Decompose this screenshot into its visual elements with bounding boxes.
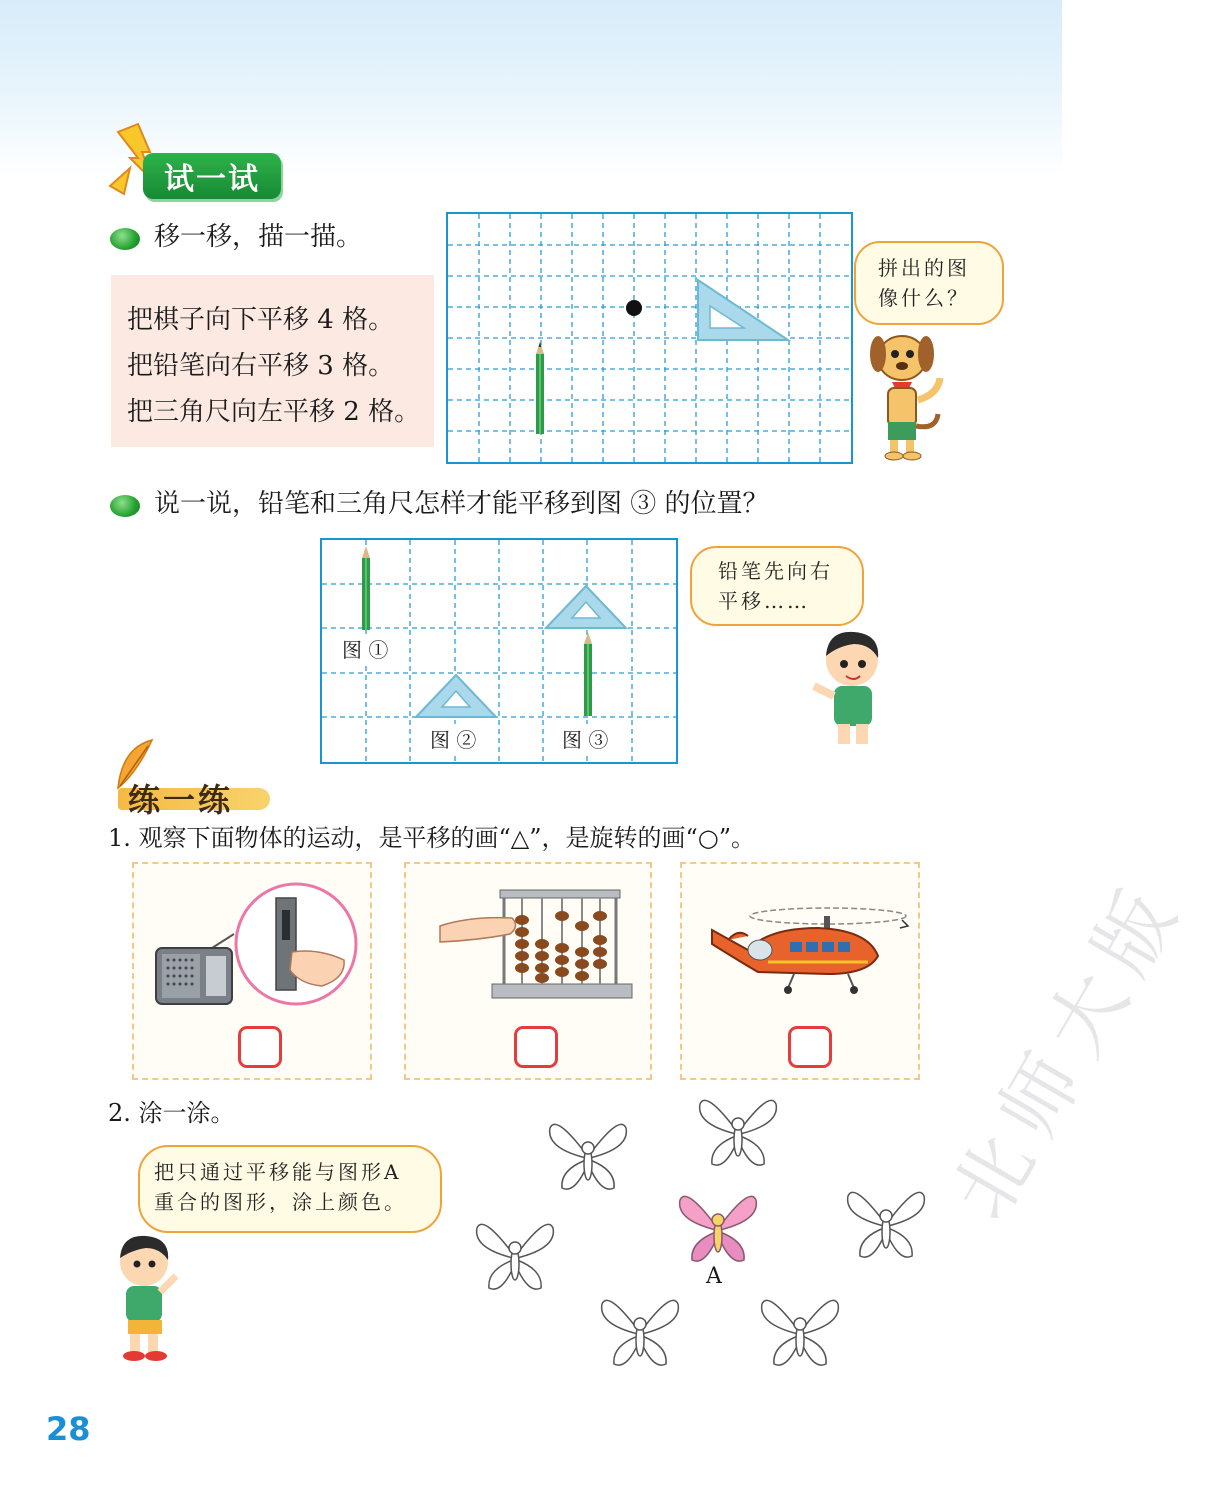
- butterfly-outline-icon[interactable]: [470, 1214, 560, 1298]
- q2-speech-bubble: [138, 1145, 442, 1233]
- green-bullet-icon: [110, 495, 140, 517]
- butterfly-outline-icon[interactable]: [844, 1182, 928, 1266]
- bubble-line: 把只通过平移能与图形A: [154, 1160, 402, 1184]
- answer-box-radio[interactable]: [238, 1026, 282, 1068]
- pencil-icon[interactable]: [534, 342, 546, 434]
- butterfly-outline-icon[interactable]: [758, 1290, 842, 1374]
- bubble-line: 铅笔先向右: [718, 559, 833, 583]
- triangle-ruler-icon[interactable]: [696, 278, 790, 342]
- card-abacus: [404, 862, 652, 1080]
- butterfly-a-icon: [676, 1186, 760, 1270]
- boy-speech-bubble: [690, 546, 864, 626]
- bubble-line: 像什么？: [878, 286, 970, 310]
- helicopter-icon: [708, 900, 908, 1000]
- bubble-line: 拼出的图: [878, 256, 970, 280]
- abacus-icon: [440, 886, 636, 1002]
- fig1-label: 图 ①: [340, 634, 390, 663]
- pencil-fig1-icon: [360, 546, 372, 630]
- translation-grid[interactable]: [446, 212, 853, 464]
- fig3-label: 图 ③: [560, 724, 610, 753]
- chess-piece[interactable]: [626, 300, 642, 316]
- radio-icon: [154, 934, 234, 1006]
- answer-box-helicopter[interactable]: [788, 1026, 832, 1068]
- butterfly-outline-icon[interactable]: [598, 1290, 682, 1374]
- instruction-line: 把棋子向下平移 4 格。: [127, 305, 395, 335]
- instruction-line: 把三角尺向左平移 2 格。: [127, 397, 421, 427]
- triangle-fig2-icon: [414, 673, 498, 719]
- page-number: 28: [46, 1410, 91, 1448]
- pencil-fig3-icon: [582, 632, 594, 716]
- dog-speech-bubble: [854, 241, 1004, 325]
- header-band: [0, 0, 1062, 175]
- task1-title: 移一移，描一描。: [154, 222, 363, 252]
- publisher-watermark: 北师大版: [935, 863, 1202, 1234]
- butterfly-a-label: A: [706, 1264, 722, 1289]
- triangle-fig1-icon: [544, 584, 628, 630]
- practice-title: 练一练: [128, 781, 234, 819]
- question-1: 1. 观察下面物体的运动，是平移的画“△”，是旋转的画“○”。: [108, 824, 756, 852]
- boy-mascot-2-icon: [110, 1232, 180, 1362]
- instruction-line: 把铅笔向右平移 3 格。: [127, 351, 395, 381]
- dog-mascot-icon: [860, 330, 944, 460]
- butterfly-outline-icon[interactable]: [696, 1090, 780, 1174]
- card-helicopter: [680, 862, 920, 1080]
- try-it-badge: 试一试: [143, 153, 281, 199]
- boy-mascot-icon: [810, 626, 890, 748]
- question-2: 2. 涂一涂。: [108, 1099, 235, 1127]
- green-bullet-icon: [110, 228, 140, 250]
- card-radio-switch: [132, 862, 372, 1080]
- butterfly-outline-icon[interactable]: [546, 1114, 630, 1198]
- figure-grid: [320, 538, 678, 764]
- bubble-line: 重合的图形，涂上颜色。: [154, 1190, 407, 1214]
- task2-title: 说一说，铅笔和三角尺怎样才能平移到图 ③ 的位置？: [154, 489, 769, 519]
- switch-zoom-icon: [232, 878, 360, 1008]
- answer-box-abacus[interactable]: [514, 1026, 558, 1068]
- instructions-box: [111, 275, 434, 447]
- fig2-label: 图 ②: [428, 724, 478, 753]
- bubble-line: 平移……: [718, 589, 810, 613]
